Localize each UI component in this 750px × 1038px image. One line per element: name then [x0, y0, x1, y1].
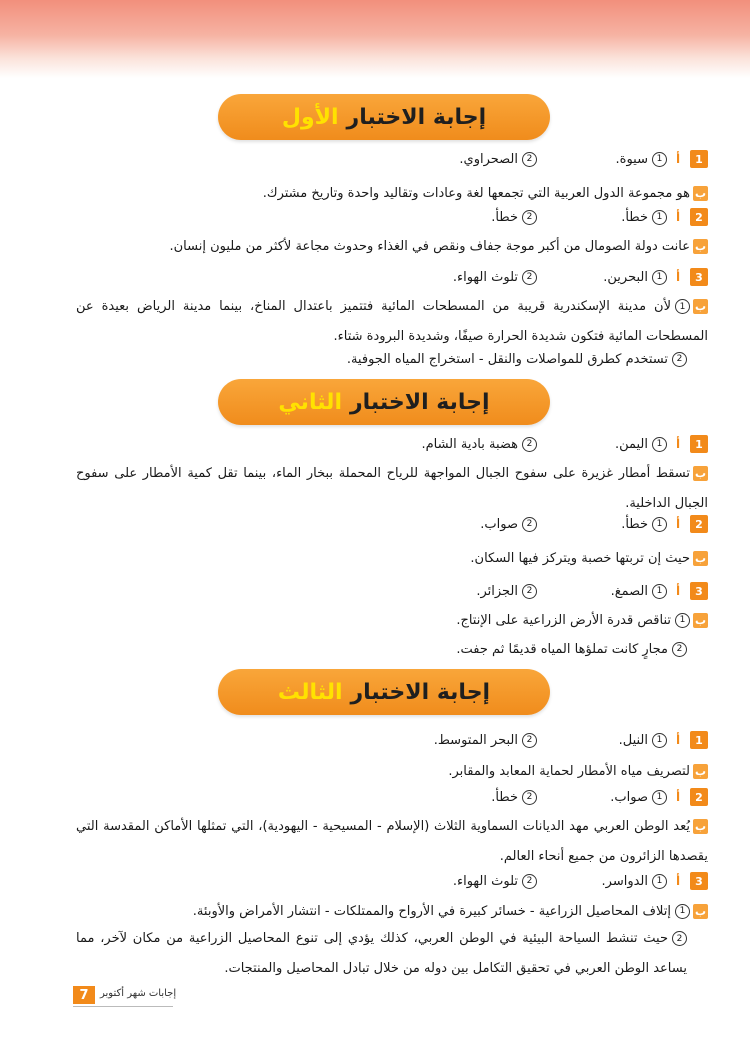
- s1-q3-a: [453, 266, 708, 288]
- question-badge: 2: [690, 788, 708, 806]
- answer-text: تسقط أمطار غزيرة على سفوح الجبال المواجهة للرياح المحملة ببخار الماء، بينما تقل كمية الأمطار على سفوح الجبال الداخلية.: [76, 466, 708, 511]
- number-2-marker: 2: [522, 517, 537, 532]
- letter-ba: ب: [694, 551, 707, 565]
- letter-alef: أ: [675, 210, 681, 224]
- number-1-marker: 1: [652, 270, 667, 285]
- answer-text: لتصريف مياه الأمطار لحماية المعابد والمقابر.: [448, 763, 690, 779]
- answer-text: سيوة.: [615, 151, 648, 167]
- answer-text: الجزائر.: [476, 583, 518, 599]
- section-2-banner: [218, 379, 550, 425]
- section-title-highlight: الأول: [281, 104, 339, 130]
- s2-q1-a: [421, 433, 708, 455]
- answer-text: لأن مدينة الإسكندرية قريبة من المسطحات المائية فتتميز باعتدال المناخ، بينما مدينة الرياض بعيدة عن المسطحات المائية فتكون شديدة الحرارة صيفًا، وشديدة البرودة شتاء.: [76, 299, 708, 344]
- question-badge: 3: [690, 872, 708, 890]
- answer-text: خطأ.: [621, 516, 648, 532]
- question-badge: 3: [690, 582, 708, 600]
- letter-alef: أ: [675, 733, 681, 747]
- answer-text: تستخدم كطرق للمواصلات والنقل - استخراج المياه الجوفية.: [346, 351, 668, 367]
- question-badge: 2: [690, 515, 708, 533]
- s1-q2-a: [491, 206, 708, 228]
- number-1-marker: 1: [652, 790, 667, 805]
- number-1-marker: 1: [675, 613, 690, 628]
- number-2-marker: 2: [522, 437, 537, 452]
- answer-text: الصحراوي.: [459, 151, 518, 167]
- section-title: إجابة الاختبار: [346, 104, 487, 130]
- number-1-marker: 1: [675, 904, 690, 919]
- question-badge: 2: [690, 208, 708, 226]
- letter-alef: أ: [675, 152, 681, 166]
- answer-text: حيث تنشط السياحة البيئية في الوطن العربي، كذلك يؤدي إلى تنوع المحاصيل الزراعية من مكان لآخر، مما يساعد الوطن العربي في تحقيق التكامل بين دوله من خلال تبادل المحاصيل والمنتجات.: [76, 931, 687, 976]
- number-2-marker: 2: [522, 584, 537, 599]
- number-1-marker: 1: [675, 299, 690, 314]
- number-2-marker: 2: [672, 352, 687, 367]
- s1-q3-b1: [76, 292, 708, 352]
- number-1-marker: 1: [652, 210, 667, 225]
- answer-text: يُعد الوطن العربي مهد الديانات السماوية الثلاث (الإسلام - المسيحية - اليهودية)، التي تمثلها الأماكن المقدسة التي يقصدها الزائرون من جميع أنحاء العالم.: [76, 819, 708, 864]
- s3-q1-b: [448, 760, 708, 782]
- answer-text: صواب.: [480, 516, 518, 532]
- letter-alef: أ: [675, 270, 681, 284]
- answer-text: هضبة بادية الشام.: [421, 436, 518, 452]
- answer-text: حيث إن تربتها خصبة ويتركز فيها السكان.: [470, 550, 690, 566]
- number-2-marker: 2: [522, 210, 537, 225]
- footer-divider: [73, 1006, 173, 1007]
- answer-text: النيل.: [618, 732, 648, 748]
- section-3-banner: [218, 669, 550, 715]
- number-2-marker: 2: [522, 733, 537, 748]
- s1-q1-b: [263, 182, 708, 204]
- s2-q3-b2: [456, 638, 687, 660]
- letter-alef: أ: [675, 517, 681, 531]
- question-badge: 1: [690, 731, 708, 749]
- question-badge: 1: [690, 435, 708, 453]
- letter-ba: ب: [694, 466, 707, 480]
- answer-text: هو مجموعة الدول العربية التي تجمعها لغة وعادات وتقاليد واحدة وتاريخ مشترك.: [262, 185, 690, 201]
- section-title-highlight: الثالث: [277, 679, 343, 705]
- s3-q2-b: [76, 812, 708, 872]
- s3-q3-b2: [76, 924, 687, 984]
- question-badge: 1: [690, 150, 708, 168]
- question-badge: 3: [690, 268, 708, 286]
- s3-q3-a: [453, 870, 708, 892]
- answer-text: خطأ.: [491, 209, 518, 225]
- letter-ba: ب: [694, 613, 707, 627]
- number-1-marker: 1: [652, 517, 667, 532]
- answer-text: إتلاف المحاصيل الزراعية - خسائر كبيرة في الأرواح والممتلكات - انتشار الأمراض والأوبئة.: [192, 903, 671, 919]
- answer-text: تناقص قدرة الأرض الزراعية على الإنتاج.: [456, 612, 671, 628]
- letter-alef: أ: [675, 584, 681, 598]
- page-number: 7: [73, 986, 95, 1004]
- letter-alef: أ: [675, 874, 681, 888]
- answer-text: اليمن.: [614, 436, 648, 452]
- answer-text: خطأ.: [621, 209, 648, 225]
- letter-ba: ب: [694, 904, 707, 918]
- letter-ba: ب: [694, 764, 707, 778]
- answer-text: تلوث الهواء.: [452, 269, 518, 285]
- letter-ba: ب: [694, 819, 707, 833]
- s3-q3-b1: [193, 900, 708, 922]
- section-1-banner: [218, 94, 550, 140]
- letter-ba: ب: [694, 299, 707, 313]
- s2-q2-a: [480, 513, 708, 535]
- answer-text: خطأ.: [491, 789, 518, 805]
- answer-text: تلوث الهواء.: [452, 873, 518, 889]
- number-2-marker: 2: [672, 642, 687, 657]
- number-1-marker: 1: [652, 733, 667, 748]
- section-title: إجابة الاختبار: [349, 389, 490, 415]
- number-2-marker: 2: [522, 790, 537, 805]
- number-1-marker: 1: [652, 437, 667, 452]
- answer-text: الصمغ.: [610, 583, 648, 599]
- number-2-marker: 2: [522, 874, 537, 889]
- number-1-marker: 1: [652, 152, 667, 167]
- s2-q1-b: [76, 459, 708, 519]
- section-title-highlight: الثاني: [278, 389, 342, 415]
- answer-text: الدواسر.: [601, 873, 648, 889]
- s2-q3-a: [476, 580, 708, 602]
- s1-q1-a: [459, 148, 708, 170]
- s3-q2-a: [491, 786, 708, 808]
- answer-text: البحرين.: [603, 269, 648, 285]
- footer-label: إجابات شهر أكتوبر: [100, 988, 177, 999]
- s1-q2-b: [169, 235, 708, 257]
- s3-q1-a: [434, 729, 708, 751]
- number-2-marker: 2: [522, 270, 537, 285]
- number-1-marker: 1: [652, 874, 667, 889]
- answer-text: مجارٍ كانت تملؤها المياه قديمًا ثم جفت.: [456, 641, 668, 657]
- section-title: إجابة الاختبار: [350, 679, 491, 705]
- number-1-marker: 1: [652, 584, 667, 599]
- answer-text: صواب.: [610, 789, 648, 805]
- s1-q3-b2: [347, 348, 687, 370]
- letter-alef: أ: [675, 437, 681, 451]
- letter-ba: ب: [694, 239, 707, 253]
- number-2-marker: 2: [522, 152, 537, 167]
- s2-q3-b1: [456, 609, 708, 631]
- answer-text: عانت دولة الصومال من أكبر موجة جفاف ونقص في الغذاء وحدوث مجاعة لأكثر من مليون إنسان.: [169, 238, 690, 254]
- number-2-marker: 2: [672, 931, 687, 946]
- letter-ba: ب: [694, 186, 707, 200]
- answer-text: البحر المتوسط.: [433, 732, 518, 748]
- s2-q2-b: [470, 547, 708, 569]
- letter-alef: أ: [675, 790, 681, 804]
